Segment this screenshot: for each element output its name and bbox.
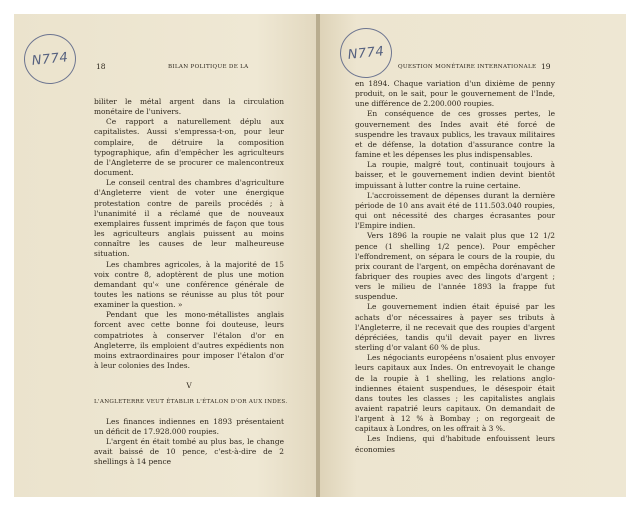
library-stamp-right <box>338 25 395 80</box>
paragraph: Ce rapport a naturellement déplu aux capitalistes. Aussi s'empressa-t-on, pour leur complaire, de détruire la composition typographique, afin d'empêcher les agriculteurs de l'Angleterre de se procurer ce malencontreux document. <box>94 117 284 178</box>
page-number: 18 <box>96 62 106 71</box>
paragraph: La roupie, malgré tout, continuait toujours à baisser, et le gouvernement indien devint bientôt impuissant à lutter contre la ruine certaine. <box>355 160 555 190</box>
open-book <box>14 14 626 497</box>
paragraph: biliter le métal argent dans la circulation monétaire de l'univers. <box>94 97 284 117</box>
paragraph: Les finances indiennes en 1893 présentaient un déficit de 17.928.000 roupies. <box>94 416 284 436</box>
paragraph: Les Indiens, qui d'habitude enfouissent leurs économies <box>355 434 555 454</box>
left-page-text <box>94 97 288 467</box>
paragraph: L'accroissement de dépenses durant la dernière période de 10 ans avait été de 111.503.040 roupies, qui ont nécessité des charges écrasantes pour l'Empire indien. <box>355 190 555 231</box>
right-page-text <box>355 79 555 455</box>
right-page <box>320 14 626 497</box>
page-number: 19 <box>541 62 551 71</box>
paragraph: En conséquence de ces grosses pertes, le gouvernement des Indes avait été forcé de suspendre les travaux publics, les travaux militaires et de défense, la dotation d'assurance contre la famine et les dépenses les plus indispensables. <box>355 109 555 160</box>
running-head: BILAN POLITIQUE DE LA <box>168 64 249 70</box>
paragraph: Le conseil central des chambres d'agriculture d'Angleterre vient de voter une énergique protestation contre de pareils procédés ; à l'unanimité il a réclamé que de nouveaux exemplaires fussent imprimés de façon que tous les agriculteurs anglais puissent au moins connaître les causes de leur malheureuse situation. <box>94 178 284 259</box>
section-title: L'ANGLETERRE VEUT ÉTABLIR L'ÉTALON D'OR AUX INDES. <box>94 399 288 406</box>
section-number: V <box>186 381 192 391</box>
paragraph: Les chambres agricoles, à la majorité de 15 voix contre 8, adoptèrent de plus une motion demandant qu'« une conférence générale de toutes les nations se réunisse au plus tôt pour examiner la question. » <box>94 259 284 310</box>
paragraph: Les négociants européens n'osaient plus envoyer leurs capitaux aux Indes. On entrevoyait le change de la roupie à 1 shelling, les relations anglo-indiennes étaient suspendues, le désespoir était dans toutes les classes ; les capitalistes anglais avaient rapatrié leurs capitaux. On demandait de l'argent à 12 % à Bombay ; on regorgeait de capitaux à Londres, on les offrait à 3 %. <box>355 353 555 434</box>
library-stamp-left <box>22 31 79 86</box>
paragraph: Vers 1896 la roupie ne valait plus que 12 1/2 pence (1 shelling 1/2 pence). Pour empêcher l'effondrement, on sépara le cours de la roupie, du prix courant de l'argent, on empêcha dorénavant de fabriquer des roupies avec des lingots d'argent ; vers le milieu de l'année 1893 la frappe fut suspendue. <box>355 231 555 302</box>
paragraph: L'argent én était tombé au plus bas, le change avait baissé de 10 pence, c'est-à-dire de 2 shellings à 14 pence <box>94 436 284 467</box>
stamp-text: N774 <box>31 49 69 69</box>
left-page <box>14 14 317 497</box>
running-head: QUESTION MONÉTAIRE INTERNATIONALE <box>398 64 537 70</box>
paragraph: en 1894. Chaque variation d'un dixième de penny produit, on le sait, pour le gouvernement de l'Inde, une différence de 2.200.000 roupies. <box>355 79 555 109</box>
paragraph: Le gouvernement indien était épuisé par les achats d'or nécessaires à payer ses tributs à l'Angleterre, il ne recevait que des roupies d'argent dépréciées, tandis qu'il devait payer en livres sterling d'or valant 60 % de plus. <box>355 302 555 353</box>
paragraph: Pendant que les mono-métallistes anglais forcent avec cette bonne foi douteuse, leurs compatriotes à conserver l'étalon d'or en Angleterre, ils emploient d'autres expédients non moins extraordinaires pour imposer l'étalon d'or à leur colonies des Indes. <box>94 310 284 371</box>
stamp-text: N774 <box>347 43 385 63</box>
